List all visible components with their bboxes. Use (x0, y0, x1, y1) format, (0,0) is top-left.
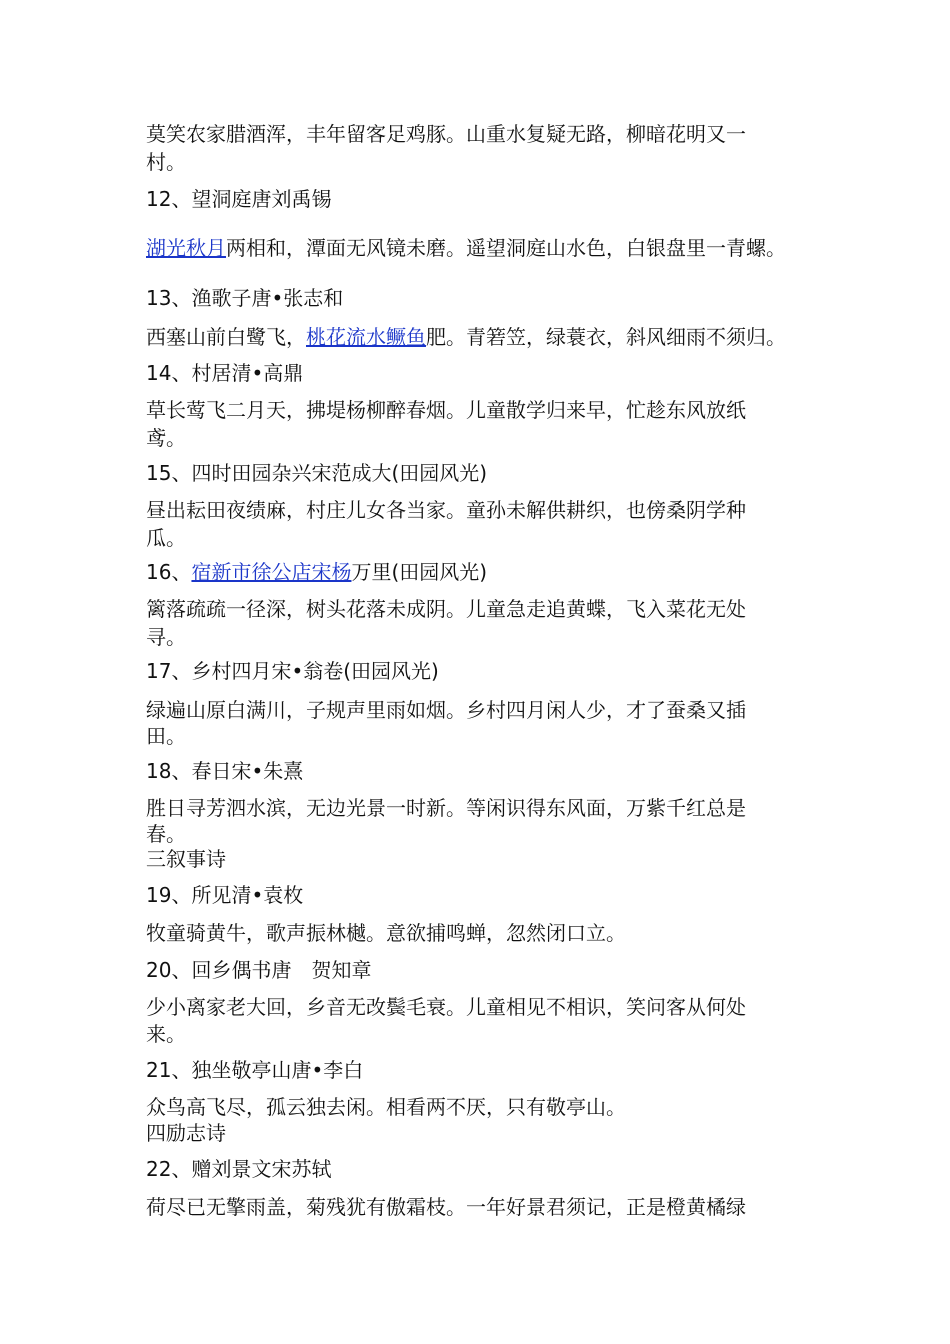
poem-19-text: 牧童骑黄牛，歌声振林樾。意欲捕鸣蝉，忽然闭口立。 (146, 921, 626, 945)
poem-16-title-pre: 16、 (146, 560, 192, 584)
poem-21-text: 众鸟高飞尽，孤云独去闲。相看两不厌，只有敬亭山。 (146, 1095, 626, 1119)
section-3-heading: 三叙事诗 (146, 847, 226, 871)
poem-11-text: 莫笑农家腊酒浑，丰年留客足鸡豚。山重水复疑无路，柳暗花明又一 (146, 122, 746, 146)
poem-22-title: 22、赠刘景文宋苏轼 (146, 1157, 332, 1181)
link-tao-hua-liu-shui[interactable]: 桃花流水鳜鱼 (306, 325, 426, 349)
poem-12-title: 12、望洞庭唐刘禹锡 (146, 187, 332, 211)
poem-17-text: 绿遍山原白满川，子规声里雨如烟。乡村四月闲人少，才了蚕桑又插 (146, 698, 746, 722)
poem-22-text: 荷尽已无擎雨盖，菊残犹有傲霜枝。一年好景君须记，正是橙黄橘绿 (146, 1195, 746, 1219)
poem-13-text-pre: 西塞山前白鹭飞， (146, 325, 306, 349)
poem-15-text: 昼出耘田夜绩麻，村庄儿女各当家。童孙未解供耕织，也傍桑阴学种 (146, 498, 746, 522)
poem-13-text (146, 325, 786, 349)
poem-20-text: 少小离家老大回，乡音无改鬓毛衰。儿童相见不相识，笑问客从何处 (146, 995, 746, 1019)
poem-19-title: 19、所见清•袁枚 (146, 883, 304, 907)
poem-13-text-rest: 肥。青箬笠，绿蓑衣，斜风细雨不须归。 (426, 325, 786, 349)
poem-16-text-cont: 寻。 (146, 625, 186, 649)
poem-16-text: 篱落疏疏一径深，树头花落未成阴。儿童急走追黄蝶，飞入菜花无处 (146, 597, 746, 621)
poem-21-title: 21、独坐敬亭山唐•李白 (146, 1058, 364, 1082)
poem-18-title: 18、春日宋•朱熹 (146, 759, 304, 783)
poem-17-title: 17、乡村四月宋•翁卷(田园风光) (146, 659, 439, 683)
poem-12-text (146, 236, 786, 260)
poem-17-text-cont: 田。 (146, 724, 186, 748)
link-su-xin-shi[interactable]: 宿新市徐公店宋杨 (191, 560, 352, 584)
poem-14-text-cont: 鸢。 (146, 426, 186, 450)
poem-15-text-cont: 瓜。 (146, 526, 186, 550)
poem-14-title: 14、村居清•高鼎 (146, 361, 304, 385)
poem-20-title: 20、回乡偶书唐 贺知章 (146, 958, 372, 982)
poem-12-text-rest: 两相和，潭面无风镜未磨。遥望洞庭山水色，白银盘里一青螺。 (226, 236, 786, 260)
poem-16-title-rest: 万里(田园风光) (351, 560, 488, 584)
poem-18-text: 胜日寻芳泗水滨，无边光景一时新。等闲识得东风面，万紫千红总是 (146, 796, 746, 820)
poem-16-title (146, 560, 487, 584)
poem-18-text-cont: 春。 (146, 822, 186, 846)
poem-15-title: 15、四时田园杂兴宋范成大(田园风光) (146, 461, 488, 485)
poem-11-text-cont: 村。 (146, 150, 186, 174)
poem-14-text: 草长莺飞二月天，拂堤杨柳醉春烟。儿童散学归来早，忙趁东风放纸 (146, 398, 746, 422)
section-4-heading: 四励志诗 (146, 1121, 226, 1145)
poem-20-text-cont: 来。 (146, 1022, 186, 1046)
poem-13-title: 13、渔歌子唐•张志和 (146, 286, 344, 310)
link-hu-guang-qiu-yue[interactable]: 湖光秋月 (146, 236, 226, 260)
